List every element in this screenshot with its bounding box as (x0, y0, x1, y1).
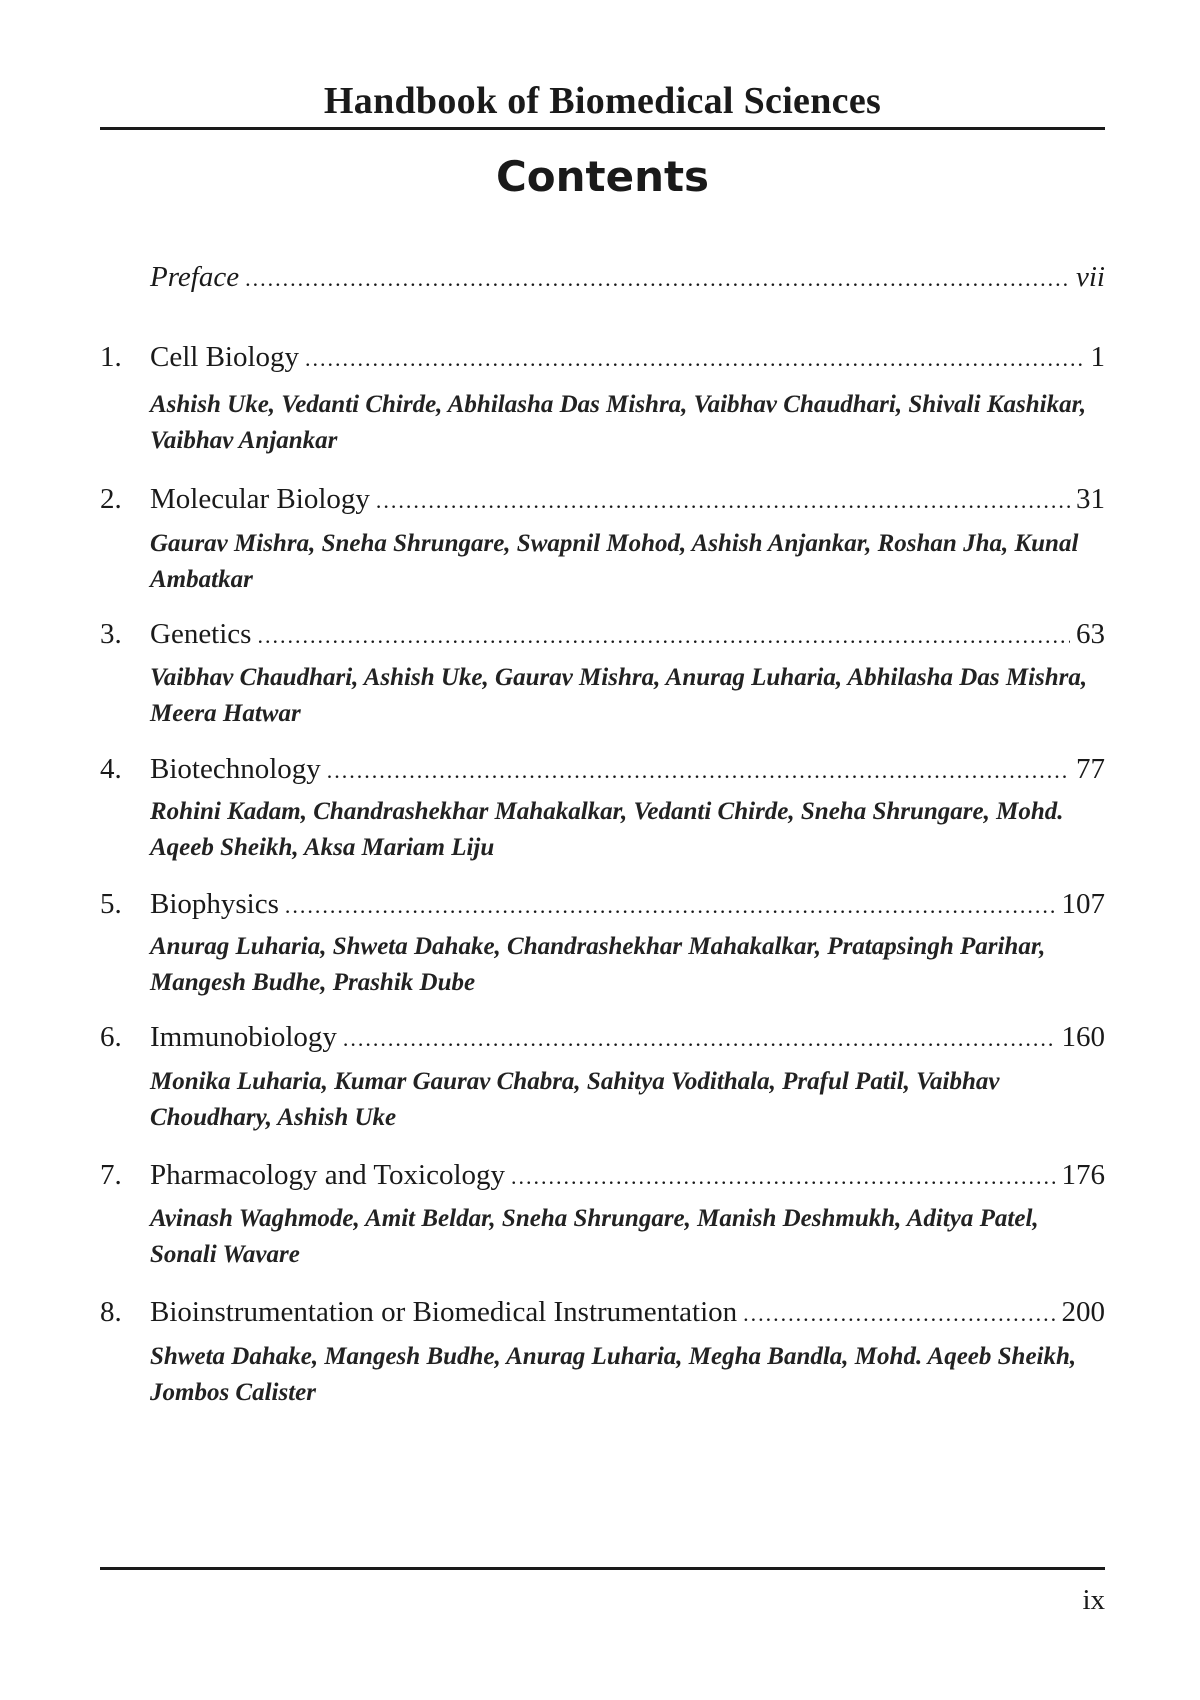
toc-entry-title: Preface (150, 261, 240, 293)
toc-entry-page: 63 (1076, 618, 1105, 650)
toc-entry-page: 77 (1076, 753, 1105, 785)
footer-rule (100, 1567, 1105, 1570)
dot-leader (245, 260, 1070, 298)
toc-entry-number: 3. (100, 618, 122, 650)
toc-entry-number: 2. (100, 483, 122, 515)
toc-entry-authors: Rohini Kadam, Chandrashekhar Mahakalkar, Vedanti Chirde, Sneha Shrungare, Mohd. Aqeeb Sheikh, Aksa Mariam Liju (150, 798, 1064, 861)
toc-entry-title: Bioinstrumentation or Biomedical Instrumentation (150, 1296, 738, 1328)
toc-entry-title: Immunobiology (150, 1021, 337, 1053)
toc-entry-title: Biotechnology (150, 753, 321, 785)
toc-entry-authors: Anurag Luharia, Shweta Dahake, Chandrashekhar Mahakalkar, Pratapsingh Parihar, Mangesh Budhe, Prashik Dube (150, 933, 1046, 996)
toc-entry-authors: Monika Luharia, Kumar Gaurav Chabra, Sahitya Vodithala, Praful Patil, Vaibhav Choudhary, Ashish Uke (150, 1068, 1000, 1131)
toc-entry-number: 7. (100, 1159, 122, 1191)
toc-entry-authors: Shweta Dahake, Mangesh Budhe, Anurag Luharia, Megha Bandla, Mohd. Aqeeb Sheikh, Jombos Calister (150, 1343, 1077, 1406)
dot-leader (376, 482, 1070, 520)
toc-entry-chapter-3 (100, 615, 1105, 653)
toc-entry-page: 31 (1076, 483, 1105, 515)
toc-entry-preface (100, 258, 1105, 296)
toc-entry-title: Molecular Biology (150, 483, 370, 515)
toc-entry-authors: Avinash Waghmode, Amit Beldar, Sneha Shrungare, Manish Deshmukh, Aditya Patel, Sonali Wavare (150, 1205, 1039, 1268)
toc-entry-chapter-4 (100, 750, 1105, 788)
toc-entry-number: 6. (100, 1021, 122, 1053)
toc-entry-number: 8. (100, 1296, 122, 1328)
toc-entry-chapter-5 (100, 885, 1105, 923)
dot-leader (511, 1158, 1055, 1196)
toc-entry-title: Pharmacology and Toxicology (150, 1159, 506, 1191)
running-header: Handbook of Biomedical Sciences (323, 80, 882, 122)
toc-entry-chapter-2 (100, 480, 1105, 518)
toc-entry-chapter-1 (100, 338, 1105, 376)
toc-entry-title: Genetics (150, 618, 252, 650)
header-rule (100, 127, 1105, 130)
toc-entry-page: vii (1076, 261, 1105, 293)
toc-entry-authors: Gaurav Mishra, Sneha Shrungare, Swapnil Mohod, Ashish Anjankar, Roshan Jha, Kunal Ambatkar (150, 530, 1079, 593)
toc-entry-number: 5. (100, 888, 122, 920)
toc-entry-page: 1 (1090, 341, 1105, 373)
toc-entry-chapter-7 (100, 1156, 1105, 1194)
toc-entry-page: 200 (1061, 1296, 1105, 1328)
page-number: ix (1082, 1584, 1105, 1616)
dot-leader (343, 1020, 1056, 1058)
toc-entry-authors: Vaibhav Chaudhari, Ashish Uke, Gaurav Mishra, Anurag Luharia, Abhilasha Das Mishra, Meera Hatwar (150, 664, 1088, 727)
toc-entry-chapter-6 (100, 1018, 1105, 1056)
toc-entry-chapter-8 (100, 1293, 1105, 1331)
toc-entry-title: Cell Biology (150, 341, 300, 373)
dot-leader (305, 340, 1084, 378)
toc-entry-page: 160 (1061, 1021, 1105, 1053)
toc-entry-title: Biophysics (150, 888, 279, 920)
dot-leader (257, 617, 1070, 655)
toc-entry-page: 176 (1061, 1159, 1105, 1191)
toc-entry-page: 107 (1061, 888, 1105, 920)
contents-title: Contents (495, 152, 710, 201)
dot-leader (743, 1295, 1055, 1333)
toc-entry-number: 1. (100, 341, 122, 373)
toc-entry-number: 4. (100, 753, 122, 785)
toc-entry-authors: Ashish Uke, Vedanti Chirde, Abhilasha Das Mishra, Vaibhav Chaudhari, Shivali Kashikar, Vaibhav Anjankar (150, 391, 1087, 454)
dot-leader (327, 752, 1070, 790)
dot-leader (285, 887, 1056, 925)
